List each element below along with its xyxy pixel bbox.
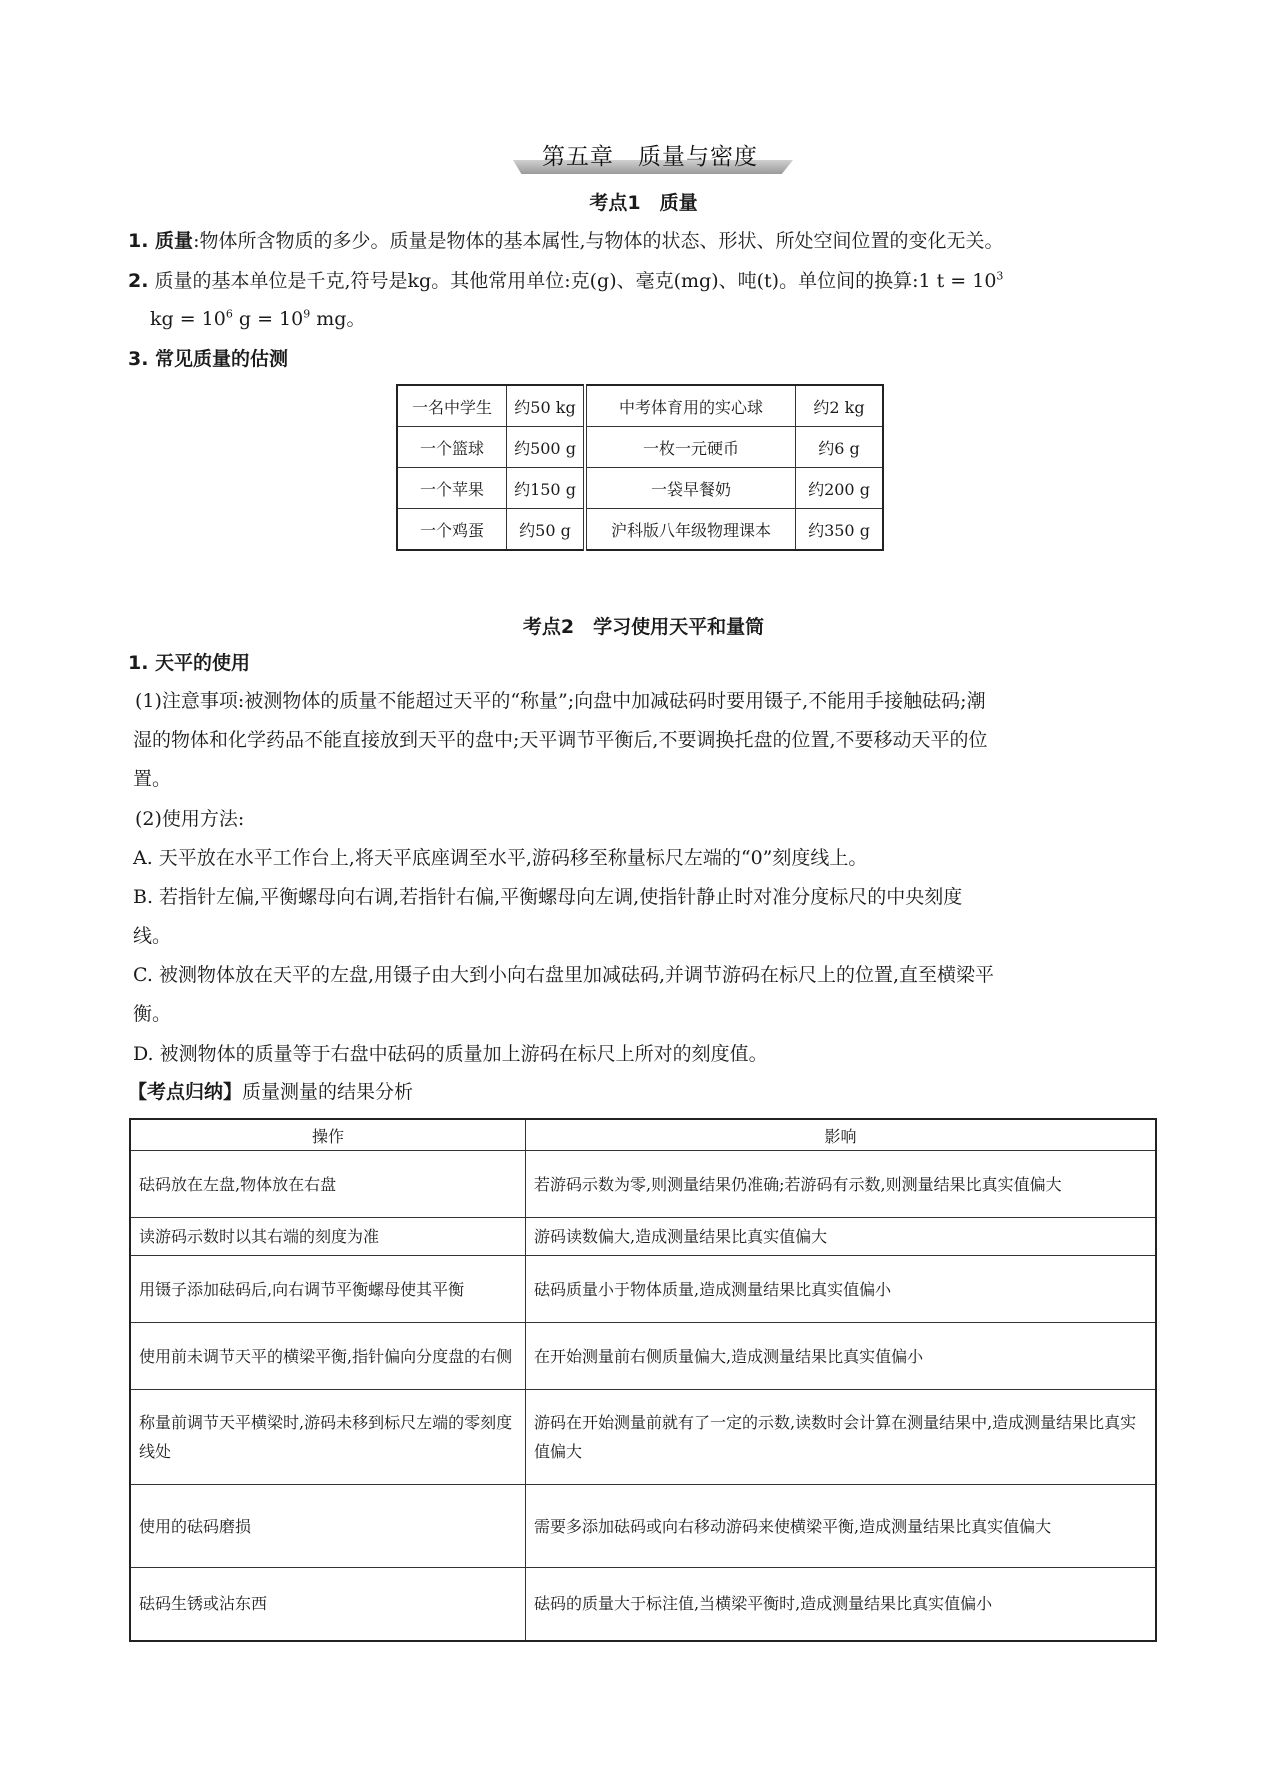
section1-heading: 考点1 质量: [589, 192, 698, 214]
result-analysis-table: [129, 1118, 1157, 1642]
table-row: [130, 1151, 1156, 1218]
table-cell: 约500 g: [507, 427, 586, 468]
table-header-row: [130, 1119, 1156, 1151]
paragraph-2-line-1: [128, 269, 1003, 293]
unit-conversion-part-a: kg = 10: [150, 308, 226, 330]
table-cell: 一袋早餐奶: [585, 468, 796, 509]
text-line: (2)使用方法:: [135, 808, 245, 830]
table-cell: 砝码生锈或沾东西: [130, 1568, 526, 1641]
table-row: [130, 1568, 1156, 1641]
exponent-9: 9: [303, 307, 311, 321]
table-cell: 游码在开始测量前就有了一定的示数,读数时会计算在测量结果中,造成测量结果比真实值偏大: [526, 1390, 1157, 1485]
text-line: D. 被测物体的质量等于右盘中砝码的质量加上游码在标尺上所对的刻度值。: [133, 1043, 768, 1065]
exponent-6: 6: [225, 307, 233, 321]
table-cell: 约50 kg: [507, 385, 586, 427]
table-row: [130, 1218, 1156, 1256]
table-row: [130, 1390, 1156, 1485]
table-cell: 约150 g: [507, 468, 586, 509]
table-cell: 约6 g: [796, 427, 884, 468]
table-row: [397, 468, 883, 509]
text-line: B. 若指针左偏,平衡螺母向右调,若指针右偏,平衡螺母向左调,使指针静止时对准分度标尺的中央刻度: [133, 886, 963, 908]
table-row: [130, 1485, 1156, 1568]
column-header-effect: 影响: [526, 1119, 1157, 1151]
table-cell: 约50 g: [507, 509, 586, 551]
table-cell: 约2 kg: [796, 385, 884, 427]
unit-conversion-part-c: mg。: [310, 308, 366, 330]
paragraph-1-text: :物体所含物质的多少。质量是物体的基本属性,与物体的状态、形状、所处空间位置的变化无关。: [193, 230, 1004, 252]
table-cell: 需要多添加砝码或向右移动游码来使横梁平衡,造成测量结果比真实值偏大: [526, 1485, 1157, 1568]
paragraph-1-label: 1. 质量: [128, 230, 194, 252]
paragraph-2-line-2: [150, 307, 365, 331]
table-cell: 游码读数偏大,造成测量结果比真实值偏大: [526, 1218, 1157, 1256]
table-cell: 读游码示数时以其右端的刻度为准: [130, 1218, 526, 1256]
table-cell: 约200 g: [796, 468, 884, 509]
table-cell: 一名中学生: [397, 385, 507, 427]
table-cell: 使用前未调节天平的横梁平衡,指针偏向分度盘的右侧: [130, 1323, 526, 1390]
table-cell: 用镊子添加砝码后,向右调节平衡螺母使其平衡: [130, 1256, 526, 1323]
table-cell: 砝码放在左盘,物体放在右盘: [130, 1151, 526, 1218]
summary-heading: [128, 1080, 413, 1104]
unit-conversion-part-b: g = 10: [232, 308, 304, 330]
table-row: [130, 1323, 1156, 1390]
paragraph-3-heading: 3. 常见质量的估测: [128, 348, 289, 370]
table-cell: 称量前调节天平横梁时,游码未移到标尺左端的零刻度线处: [130, 1390, 526, 1485]
mass-estimation-table: [396, 384, 884, 551]
table-cell: 一个鸡蛋: [397, 509, 507, 551]
table-cell: 一个苹果: [397, 468, 507, 509]
paragraph-2-number: 2.: [128, 270, 149, 292]
chapter-title-banner: [505, 138, 795, 180]
text-line: 线。: [133, 925, 172, 947]
text-line: 置。: [133, 768, 172, 790]
summary-text: 质量测量的结果分析: [242, 1081, 414, 1103]
summary-label: 【考点归纳】: [128, 1081, 243, 1103]
table-cell: 砝码的质量大于标注值,当横梁平衡时,造成测量结果比真实值偏小: [526, 1568, 1157, 1641]
table-cell: 砝码质量小于物体质量,造成测量结果比真实值偏小: [526, 1256, 1157, 1323]
column-header-operation: 操作: [130, 1119, 526, 1151]
table-cell: 约350 g: [796, 509, 884, 551]
table-cell: 若游码示数为零,则测量结果仍准确;若游码有示数,则测量结果比真实值偏大: [526, 1151, 1157, 1218]
table-row: [397, 427, 883, 468]
exponent-3: 3: [996, 269, 1004, 283]
subheading-balance-use: 1. 天平的使用: [128, 652, 251, 674]
table-cell: 一枚一元硬币: [585, 427, 796, 468]
paragraph-1: [128, 229, 1004, 253]
text-line: 湿的物体和化学药品不能直接放到天平的盘中;天平调节平衡后,不要调换托盘的位置,不要移动天平的位: [133, 729, 988, 751]
table-cell: 在开始测量前右侧质量偏大,造成测量结果比真实值偏小: [526, 1323, 1157, 1390]
text-line: A. 天平放在水平工作台上,将天平底座调至水平,游码移至称量标尺左端的“0”刻度线上。: [133, 847, 868, 869]
text-line: (1)注意事项:被测物体的质量不能超过天平的“称量”;向盘中加减砝码时要用镊子,不能用手接触砝码;潮: [135, 690, 986, 712]
paragraph-2-text: 质量的基本单位是千克,符号是kg。其他常用单位:克(g)、毫克(mg)、吨(t)。单位间的换算:1 t = 10: [154, 270, 997, 292]
table-cell: 一个篮球: [397, 427, 507, 468]
section2-heading: 考点2 学习使用天平和量筒: [522, 616, 765, 638]
table-cell: 沪科版八年级物理课本: [585, 509, 796, 551]
table-row: [397, 509, 883, 551]
chapter-title: 第五章 质量与密度: [542, 144, 758, 170]
table-cell: 中考体育用的实心球: [585, 385, 796, 427]
text-line: 衡。: [133, 1003, 172, 1025]
text-line: C. 被测物体放在天平的左盘,用镊子由大到小向右盘里加减砝码,并调节游码在标尺上的位置,直至横梁平: [133, 964, 995, 986]
table-cell: 使用的砝码磨损: [130, 1485, 526, 1568]
table-row: [397, 385, 883, 427]
table-row: [130, 1256, 1156, 1323]
